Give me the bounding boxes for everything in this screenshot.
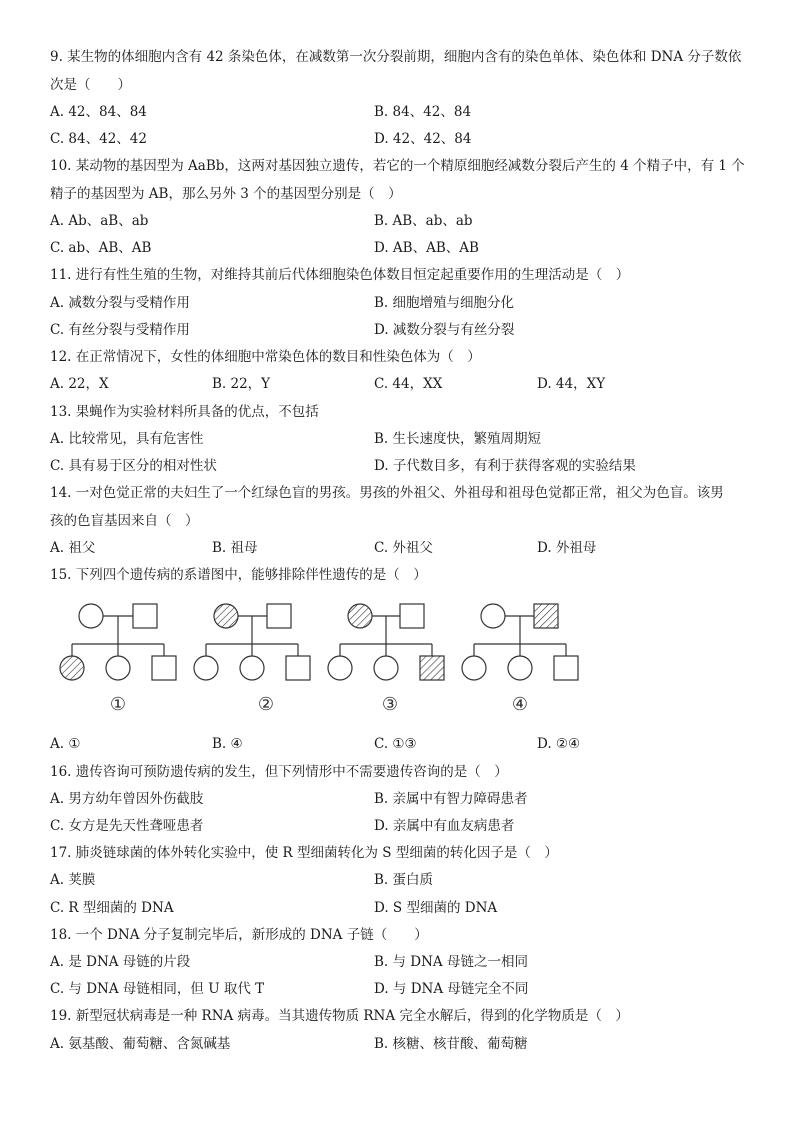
pedigree-figure: [0, 590, 794, 720]
q15-option-a[interactable]: A. ①: [50, 736, 81, 752]
pedigree-4: [462, 604, 578, 680]
p3-father: [400, 604, 424, 628]
q11-option-d[interactable]: D. 减数分裂与有丝分裂: [374, 322, 515, 338]
p2-daughter-1: [194, 656, 218, 680]
q11-option-c[interactable]: C. 有丝分裂与受精作用: [50, 322, 190, 338]
q13-option-d[interactable]: D. 子代数目多，有利于获得客观的实验结果: [374, 458, 636, 474]
p4-son: [554, 656, 578, 680]
pedigree-1: [60, 604, 176, 680]
q15-option-b[interactable]: B. ④: [212, 736, 243, 752]
q19-option-b[interactable]: B. 核糖、核苷酸、葡萄糖: [374, 1036, 528, 1052]
q14-option-c[interactable]: C. 外祖父: [374, 540, 433, 556]
q18-option-b[interactable]: B. 与 DNA 母链之一相同: [374, 954, 528, 970]
q18-option-a[interactable]: A. 是 DNA 母链的片段: [50, 954, 191, 970]
q13-stem: 13. 果蝇作为实验材料所具备的优点，不包括: [50, 404, 319, 420]
q10-stem-line2: 精子的基因型为 AB，那么另外 3 个的基因型分别是（ ）: [50, 186, 402, 202]
q13-option-a[interactable]: A. 比较常见，具有危害性: [50, 431, 204, 447]
pedigree-label-2: ②: [257, 694, 275, 715]
q17-stem: 17. 肺炎链球菌的体外转化实验中，使 R 型细菌转化为 S 型细菌的转化因子是（ ）: [50, 845, 558, 861]
q13-option-b[interactable]: B. 生长速度快，繁殖周期短: [374, 431, 542, 447]
p2-son: [286, 656, 310, 680]
q10-option-c[interactable]: C. ab、AB、AB: [50, 240, 152, 256]
p4-affected-father: [534, 604, 558, 628]
p3-affected-mother: [348, 604, 372, 628]
p3-daughter-2: [374, 656, 398, 680]
q9-stem-line2: 次是（ ）: [50, 77, 131, 93]
q13-option-c[interactable]: C. 具有易于区分的相对性状: [50, 458, 217, 474]
p3-daughter-1: [328, 656, 352, 680]
q17-option-c[interactable]: C. R 型细菌的 DNA: [50, 900, 174, 916]
q14-option-b[interactable]: B. 祖母: [212, 540, 258, 556]
p4-daughter-1: [462, 656, 486, 680]
p4-mother: [481, 604, 505, 628]
q10-option-a[interactable]: A. Ab、aB、ab: [50, 213, 149, 229]
p1-daughter: [106, 656, 130, 680]
q17-option-b[interactable]: B. 蛋白质: [374, 872, 434, 888]
q19-stem: 19. 新型冠状病毒是一种 RNA 病毒。当其遗传物质 RNA 完全水解后，得到的化学物质是（ ）: [50, 1008, 629, 1024]
q14-option-a[interactable]: A. 祖父: [50, 540, 96, 556]
p1-son: [152, 656, 176, 680]
q9-stem-line1: 9. 某生物的体细胞内含有 42 条染色体，在减数第一次分裂前期，细胞内含有的染色单体、染色体和 DNA 分子数依: [50, 49, 742, 65]
q9-option-d[interactable]: D. 42、42、84: [374, 131, 472, 147]
q9-option-a[interactable]: A. 42、84、84: [50, 104, 147, 120]
q15-option-c[interactable]: C. ①③: [374, 736, 417, 752]
q15-stem: 15. 下列四个遗传病的系谱图中，能够排除伴性遗传的是（ ）: [50, 567, 427, 583]
q14-option-d[interactable]: D. 外祖母: [537, 540, 597, 556]
q16-option-c[interactable]: C. 女方是先天性聋哑患者: [50, 818, 204, 834]
p2-daughter-2: [240, 656, 264, 680]
q16-option-d[interactable]: D. 亲属中有血友病患者: [374, 818, 515, 834]
p1-father: [133, 604, 157, 628]
p1-affected-daughter: [60, 656, 84, 680]
q18-option-d[interactable]: D. 与 DNA 母链完全不同: [374, 981, 529, 997]
p2-father: [267, 604, 291, 628]
p4-daughter-2: [508, 656, 532, 680]
q10-option-b[interactable]: B. AB、ab、ab: [374, 213, 473, 229]
q10-stem-line1: 10. 某动物的基因型为 AaBb，这两对基因独立遗传，若它的一个精原细胞经减数分裂后产生的 4 个精子中，有 1 个: [50, 158, 745, 174]
pedigree-2: [194, 604, 310, 680]
q15-option-d[interactable]: D. ②④: [537, 736, 581, 752]
pedigree-label-1: ①: [109, 694, 127, 715]
q16-option-a[interactable]: A. 男方幼年曾因外伤截肢: [50, 791, 204, 807]
q14-stem-line1: 14. 一对色觉正常的夫妇生了一个红绿色盲的男孩。男孩的外祖父、外祖母和祖母色觉都正常，祖父为色盲。该男: [50, 485, 724, 501]
pedigree-label-3: ③: [381, 694, 399, 715]
q9-option-b[interactable]: B. 84、42、84: [374, 104, 472, 120]
p2-affected-mother: [214, 604, 238, 628]
pedigree-label-4: ④: [511, 694, 529, 715]
q12-stem: 12. 在正常情况下，女性的体细胞中常染色体的数目和性染色体为（ ）: [50, 349, 481, 365]
q17-option-a[interactable]: A. 荚膜: [50, 872, 96, 888]
q14-stem-line2: 孩的色盲基因来自（ ）: [50, 513, 199, 529]
q18-option-c[interactable]: C. 与 DNA 母链相同，但 U 取代 T: [50, 981, 265, 997]
q9-option-c[interactable]: C. 84、42、42: [50, 131, 147, 147]
q12-option-d[interactable]: D. 44，XY: [537, 376, 606, 392]
q11-option-a[interactable]: A. 减数分裂与受精作用: [50, 295, 190, 311]
pedigree-3: [328, 604, 444, 680]
q16-stem: 16. 遗传咨询可预防遗传病的发生，但下列情形中不需要遗传咨询的是（ ）: [50, 764, 508, 780]
q12-option-a[interactable]: A. 22，X: [50, 376, 109, 392]
q10-option-d[interactable]: D. AB、AB、AB: [374, 240, 479, 256]
q16-option-b[interactable]: B. 亲属中有智力障碍患者: [374, 791, 528, 807]
q11-option-b[interactable]: B. 细胞增殖与细胞分化: [374, 295, 515, 311]
p3-affected-son: [420, 656, 444, 680]
q18-stem: 18. 一个 DNA 分子复制完毕后，新形成的 DNA 子链（ ）: [50, 927, 428, 943]
q11-stem: 11. 进行有性生殖的生物，对维持其前后代体细胞染色体数目恒定起重要作用的生理活动是（ ）: [50, 267, 630, 283]
q17-option-d[interactable]: D. S 型细菌的 DNA: [374, 900, 498, 916]
q12-option-b[interactable]: B. 22，Y: [212, 376, 271, 392]
q12-option-c[interactable]: C. 44，XX: [374, 376, 443, 392]
p1-mother: [79, 604, 103, 628]
q19-option-a[interactable]: A. 氨基酸、葡萄糖、含氮碱基: [50, 1036, 231, 1052]
